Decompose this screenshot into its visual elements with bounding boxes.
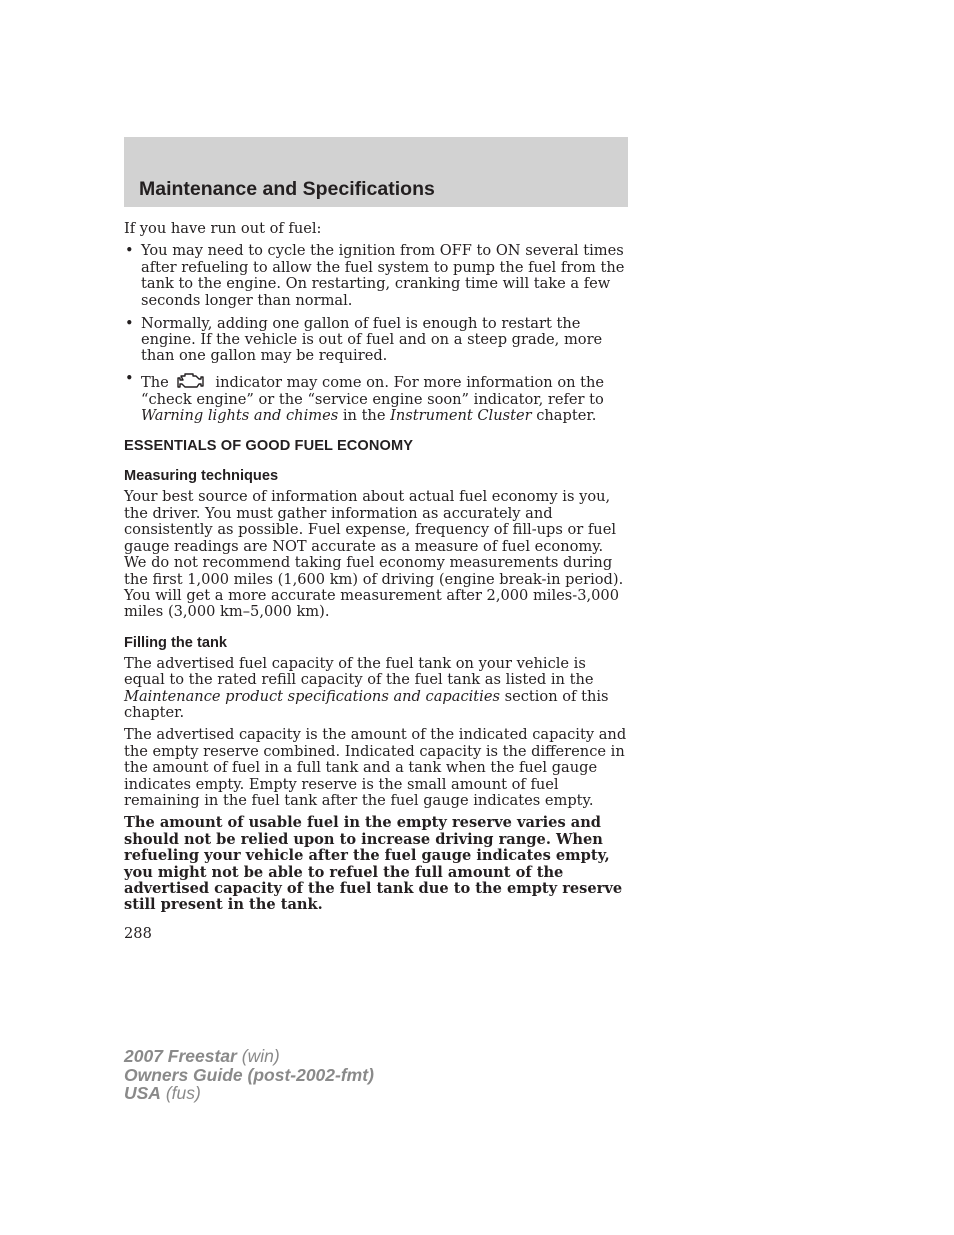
filling-paragraph-1	[124, 656, 628, 722]
bullet-icon: •	[125, 242, 134, 260]
footer-market: USA	[124, 1083, 161, 1103]
bullet-icon: •	[125, 370, 134, 388]
footer-line-2	[124, 1066, 374, 1085]
footer-model-code: (win)	[241, 1046, 280, 1066]
page-content	[124, 221, 628, 920]
header-band	[124, 137, 628, 207]
bullet-icon: •	[125, 314, 134, 332]
filling-p1-pre: The advertised fuel capacity of the fuel tank on your vehicle is equal to the rated refill capacity of the fuel tank as listed in the	[124, 654, 594, 689]
bullet-text-post: chapter.	[536, 407, 597, 425]
filling-paragraph-2: The advertised capacity is the amount of the indicated capacity and the empty reserve combined. Indicated capacity is the difference in the amount of fuel in a full tank and a tank when the fuel gauge indicates empty. Empty reserve is the small amount of fuel remaining in the fuel tank after the fuel gauge indicates empty.	[124, 726, 627, 809]
instrument-cluster-ref: Instrument Cluster	[390, 407, 532, 425]
footer-line-1	[124, 1047, 374, 1066]
footer-market-code: (fus)	[165, 1083, 201, 1103]
page-title: Maintenance and Specifications	[139, 178, 435, 200]
footer-line-3	[124, 1084, 374, 1103]
filling-p1-post: section of this chapter.	[124, 687, 609, 721]
page-number: 288	[124, 925, 152, 942]
list-item	[124, 316, 628, 365]
intro-text: If you have run out of fuel:	[124, 220, 322, 237]
list-item	[124, 371, 628, 424]
footer-guide: Owners Guide (post-2002-fmt)	[124, 1064, 374, 1085]
bullet-text: Normally, adding one gallon of fuel is enough to restart the engine. If the vehicle is out of fuel and on a steep grade, more than one gallon may be required.	[141, 314, 603, 365]
maintenance-specs-ref: Maintenance product specifications and capacities	[124, 687, 500, 705]
section-heading: ESSENTIALS OF GOOD FUEL ECONOMY	[124, 438, 414, 455]
footer	[124, 1047, 374, 1103]
check-engine-icon	[175, 371, 205, 391]
filling-heading: Filling the tank	[124, 634, 227, 651]
filling-warning: The amount of usable fuel in the empty reserve varies and should not be relied upon to increase driving range. When refueling your vehicle after the fuel gauge indicates empty, you might not be able to refuel the full amount of the advertised capacity of the fuel tank due to the empty reserve still present in the tank.	[124, 814, 623, 914]
footer-model: 2007 Freestar	[124, 1046, 237, 1066]
measuring-heading: Measuring techniques	[124, 468, 279, 485]
warning-lights-ref: Warning lights and chimes	[141, 407, 339, 425]
measuring-text: Your best source of information about actual fuel economy is you, the driver. You must gather information as accurately and consistently as possible. Fuel expense, frequency of fill-ups or fuel gauge readings are NOT accurate as a measure of fuel economy. We do not recommend taking fuel economy measurements during the first 1,000 miles (1,600 km) of driving (engine break-in period). You will get a more accurate measurement after 2,000 miles-3,000 miles (3,000 km–5,000 km).	[124, 488, 624, 621]
list-item	[124, 243, 628, 309]
fuel-bullet-list	[124, 243, 628, 424]
bullet-text-pre: The	[141, 374, 169, 392]
bullet-text-mid2: in the	[342, 407, 386, 425]
bullet-text-mid: indicator may come on. For more information on the “check engine” or the “service engine soon” indicator, refer to	[141, 374, 605, 408]
bullet-text: You may need to cycle the ignition from OFF to ON several times after refueling to allow the fuel system to pump the fuel from the tank to the engine. On restarting, cranking time will take a few seconds longer than normal.	[141, 242, 625, 309]
